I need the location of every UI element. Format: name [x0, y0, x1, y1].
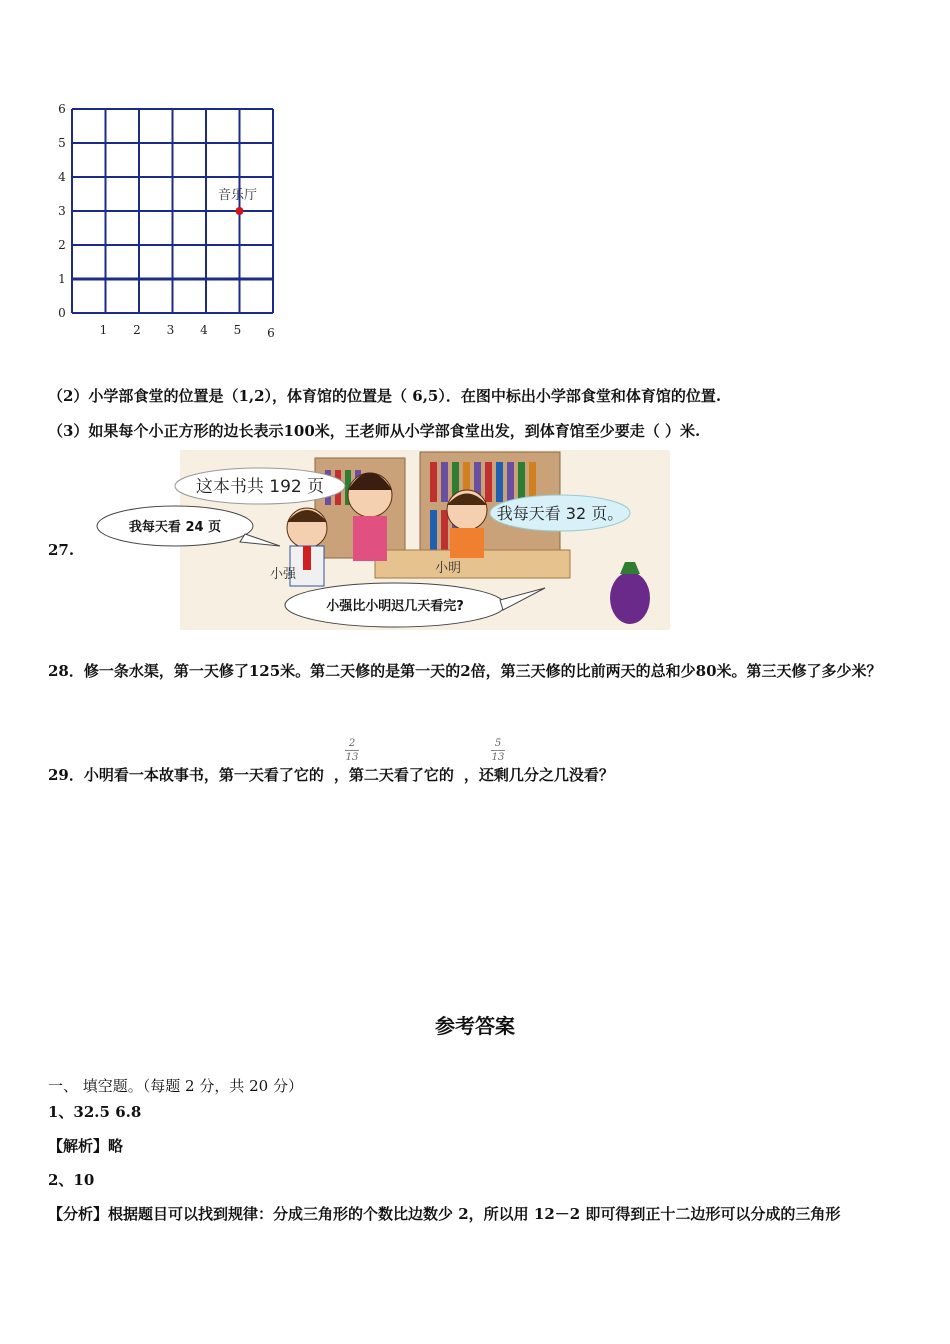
- q27-number: 27.: [48, 541, 75, 559]
- answers-title: 参考答案: [435, 1014, 515, 1038]
- y-tick-label: 2: [58, 238, 66, 252]
- x-tick-label: 5: [233, 323, 242, 337]
- answers-section-heading: 一、 填空题。（每题 2 分，共 20 分）: [48, 1077, 303, 1095]
- x-tick-label: 4: [200, 323, 208, 337]
- y-tick-label: 5: [58, 136, 66, 150]
- bubble-ming: [490, 495, 630, 531]
- answer-2-note: 【分析】根据题目可以找到规律：分成三角形的个数比边数少 2，所以用 12－2 即可得到正十二边形可以分成的三角形: [48, 1205, 841, 1223]
- x-tick-label: 1: [99, 323, 108, 337]
- x-tick-label: 3: [166, 323, 175, 337]
- q26-part2: （2）小学部食堂的位置是（1,2），体育馆的位置是（ 6,5）．在图中标出小学部食堂和体育馆的位置.: [48, 387, 722, 405]
- coordinate-grid: [55, 100, 295, 350]
- y-tick-label: 4: [58, 170, 66, 184]
- y-tick-label: 1: [58, 272, 66, 286]
- bubble-qiang-text: 我每天看 24 页: [128, 520, 222, 535]
- q29-text: [48, 764, 614, 785]
- x-tick-label: 6: [267, 326, 275, 340]
- girl-figure: [348, 473, 392, 562]
- frac2-numerator: 5: [494, 738, 502, 749]
- bubble-book-text: 这本书共 192 页: [195, 477, 325, 497]
- q28-text: 28．修一条水渠，第一天修了125米。第二天修的是第一天的2倍，第三天修的比前两天的总和少80米。第三天修了多少米？: [48, 662, 882, 680]
- grid-svg: [55, 100, 295, 350]
- answer-2: 2、10: [48, 1171, 95, 1189]
- frac2-denominator: 13: [491, 752, 505, 763]
- q29-part2: ，第二天看了它的: [333, 766, 454, 784]
- q29-fraction-1: [345, 738, 359, 763]
- y-tick-label: 6: [58, 102, 66, 116]
- bubble-ming-text: 我每天看 32 页。: [496, 504, 624, 523]
- q29-fraction-2: [491, 738, 505, 763]
- frac1-denominator: 13: [345, 752, 359, 763]
- label-xiaoqiang: 小强: [270, 567, 297, 582]
- y-tick-label: 3: [58, 204, 66, 218]
- y-tick-label: 0: [58, 306, 66, 320]
- xiaoming-figure: [447, 490, 487, 558]
- label-xiaoming: 小明: [435, 561, 462, 576]
- x-tick-label: 2: [133, 323, 141, 337]
- music-hall-point: [236, 207, 244, 215]
- answer-1: 1、32.5 6.8: [48, 1103, 142, 1121]
- q27-illustration: [75, 450, 670, 635]
- q29-part1: 29．小明看一本故事书，第一天看了它的: [48, 766, 324, 784]
- bubble-book: [175, 468, 345, 504]
- q29-part3: ，还剩几分之几没看？: [463, 766, 614, 784]
- q26-part3: （3）如果每个小正方形的边长表示100米，王老师从小学部食堂出发，到体育馆至少要走（ ）米.: [48, 422, 701, 440]
- answer-1-note: 【解析】略: [48, 1137, 124, 1155]
- music-hall-label: 音乐厅: [217, 188, 258, 203]
- bubble-question-text: 小强比小明迟几天看完?: [326, 599, 464, 614]
- frac1-numerator: 2: [348, 738, 356, 749]
